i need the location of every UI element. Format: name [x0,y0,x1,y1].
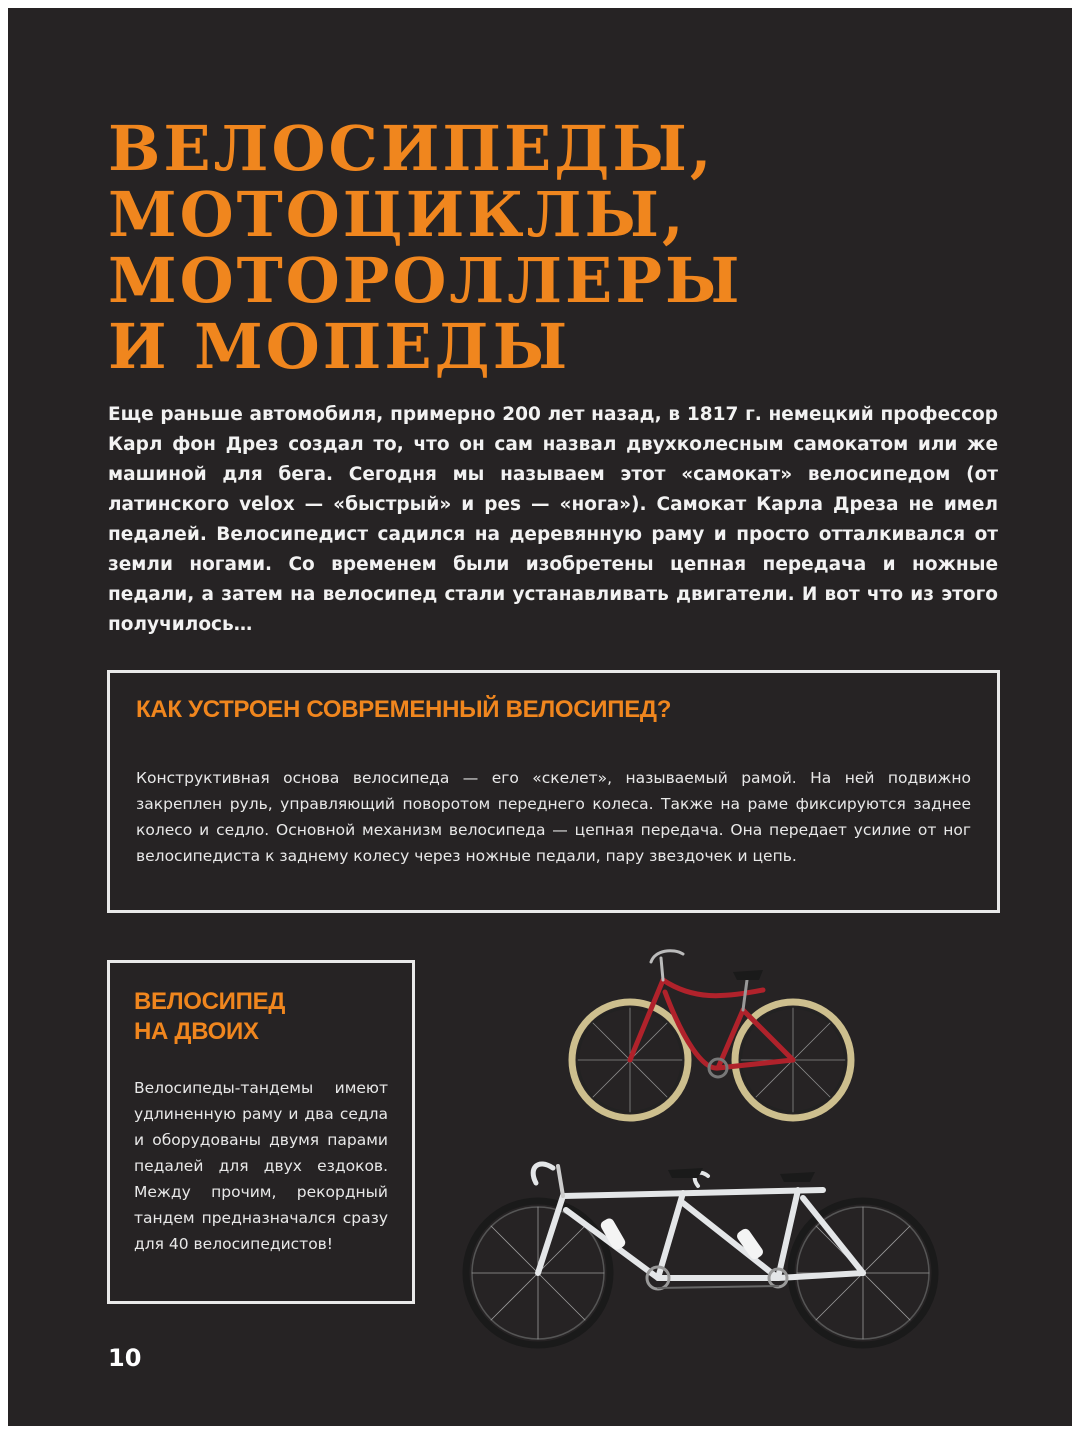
title-line-4: И МОПЕДЫ [108,310,571,383]
page-title [108,112,743,383]
tandem-text: Велосипеды-тандемы имеют удлиненную раму и два седла и оборудованы двумя парами педалей для двух ездоков. Между прочим, рекордный тандем предназначался сразу для 40 велосипедистов! [134,1079,388,1253]
tandem-bicycle-image [458,1128,948,1358]
red-bicycle-image [563,940,863,1125]
tandem-title-line-1: ВЕЛОСИПЕД [134,988,286,1015]
page-number: 10 [108,1344,142,1372]
tandem-title [134,987,388,1047]
title-line-1: ВЕЛОСИПЕДЫ, [108,112,715,185]
bicycle-structure-text: Конструктивная основа велосипеда — его «скелет», называемый рамой. На ней подвижно закреплен руль, управляющий поворотом переднего колеса. Также на раме фиксируются заднее колесо и седло. Основной механизм велосипеда — цепная передача. Она передает усилие от ног велосипедиста к заднему колесу через ножные педали, пару звездочек и цепь. [136,769,971,865]
intro-paragraph: Еще раньше автомобиля, примерно 200 лет назад, в 1817 г. немецкий профессор Карл фон Дрез создал то, что он сам назвал двухколесным самокатом или же машиной для бега. Сегодня мы называем этот «самокат» велосипедом (от латинского velox — «быстрый» и pes — «нога»). Самокат Карла Дреза не имел педалей. Велосипедист садился на деревянную раму и просто отталкивался от земли ногами. Со временем были изобретены цепная передача и ножные педали, а затем на велосипед стали устанавливать двигатели. И вот что из этого получилось… [108,404,998,635]
bicycle-structure-box [107,670,1000,913]
tandem-title-line-2: НА ДВОИХ [134,1018,259,1045]
title-line-3: МОТОРОЛЛЕРЫ [108,244,743,317]
title-line-2: МОТОЦИКЛЫ, [108,178,687,251]
book-page [8,8,1072,1426]
bicycle-structure-title: КАК УСТРОЕН СОВРЕМЕННЫЙ ВЕЛОСИПЕД? [136,696,672,723]
tandem-box [107,960,415,1304]
